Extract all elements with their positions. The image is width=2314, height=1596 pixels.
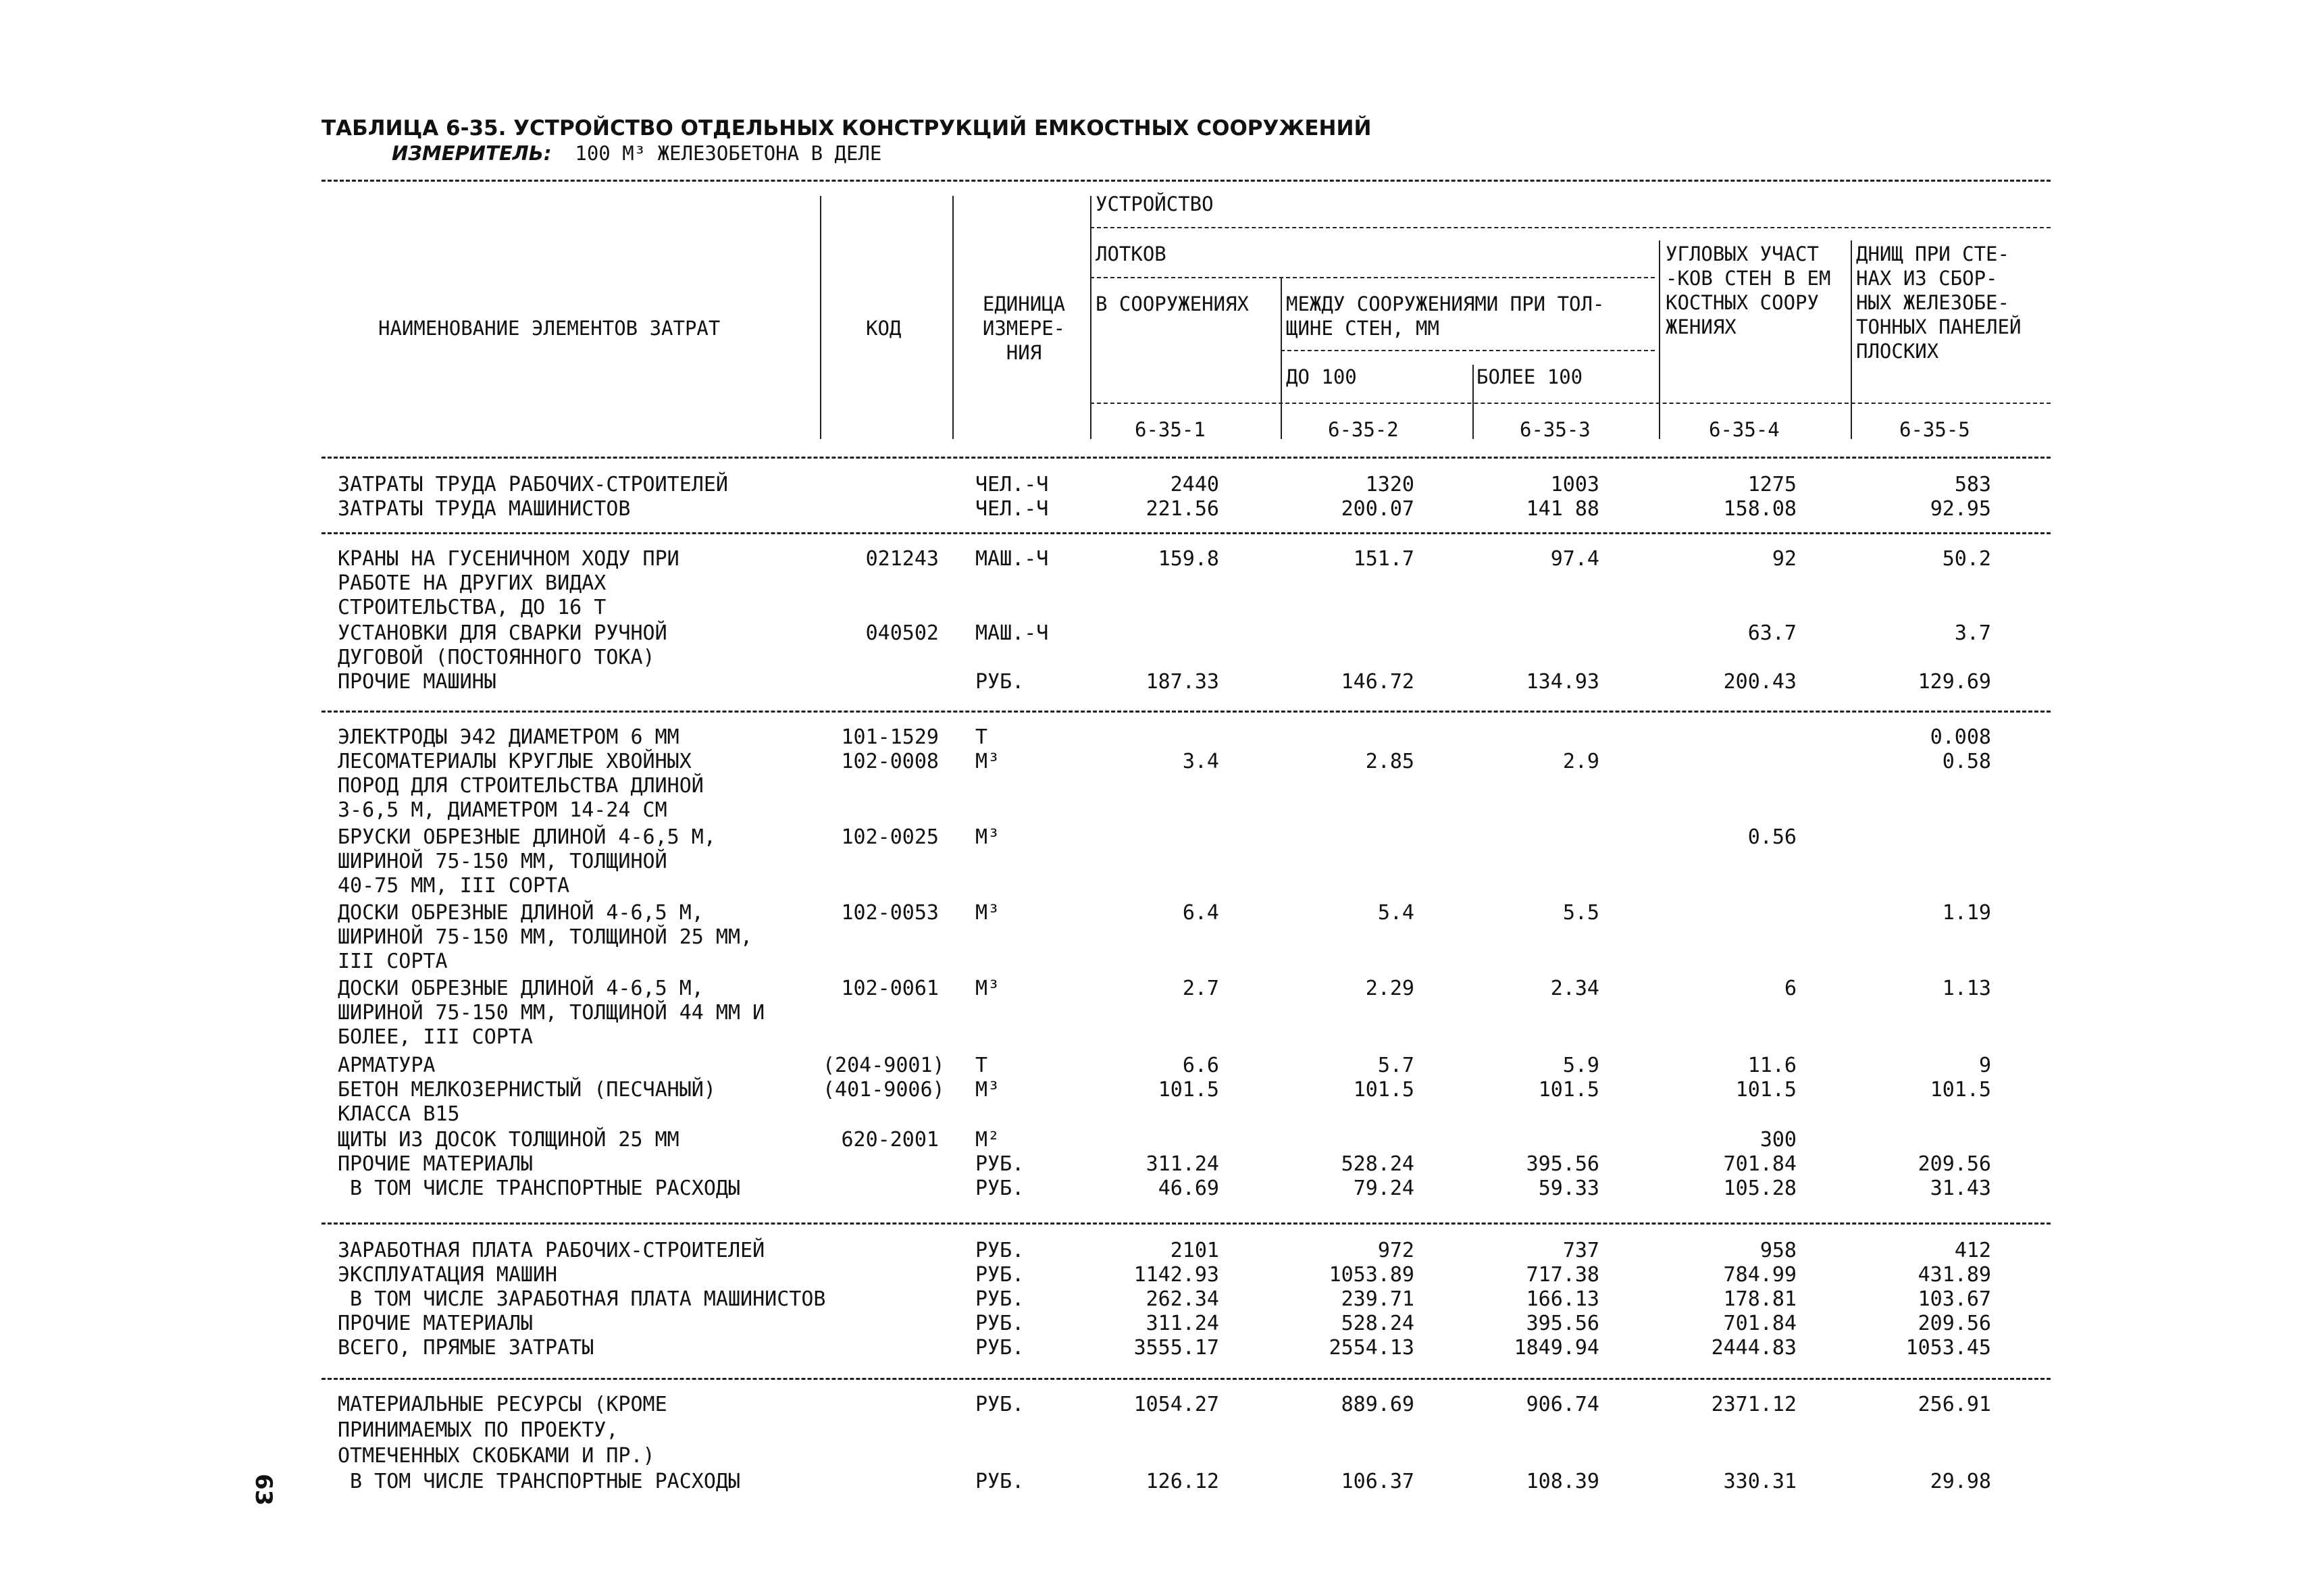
row-value-2: 528.24	[1341, 1312, 1414, 1335]
row-value-5: 431.89	[1918, 1263, 1991, 1287]
row-name: ПРОЧИЕ МАТЕРИАЛЫ	[338, 1152, 533, 1176]
row-value-3: 395.56	[1526, 1152, 1599, 1176]
row-value-5: 129.69	[1918, 670, 1991, 694]
row-value-5: 29.98	[1930, 1470, 1991, 1493]
row-value-3: 395.56	[1526, 1312, 1599, 1335]
rule	[322, 180, 2051, 182]
row-unit: М³	[975, 977, 1000, 1000]
row-code: 040502	[865, 621, 939, 645]
row-value-3: 717.38	[1526, 1263, 1599, 1287]
row-value-1: 159.8	[1158, 547, 1219, 571]
row-name: В ТОМ ЧИСЛЕ ТРАНСПОРТНЫЕ РАСХОДЫ	[338, 1177, 741, 1200]
rule	[1090, 227, 2051, 228]
row-value-1: 187.33	[1146, 670, 1219, 694]
row-value-5: 101.5	[1930, 1078, 1991, 1102]
header-upto100: ДО 100	[1286, 365, 1357, 388]
rule	[1090, 403, 2051, 404]
table-title: ТАБЛИЦА 6-35. УСТРОЙСТВО ОТДЕЛЬНЫХ КОНСТРУКЦИЙ ЕМКОСТНЫХ СООРУЖЕНИЙ	[322, 116, 1372, 140]
row-code: 101-1529	[841, 725, 939, 749]
header-bottom: ДНИЩ ПРИ СТЕ- НАХ ИЗ СБОР- НЫХ ЖЕЛЕЗОБЕ- ТОННЫХ ПАНЕЛЕЙ ПЛОСКИХ	[1856, 242, 2022, 363]
row-value-2: 200.07	[1341, 497, 1414, 521]
header-between: МЕЖДУ СООРУЖЕНИЯМИ ПРИ ТОЛ- ЩИНЕ СТЕН, ММ	[1286, 292, 1605, 340]
row-value-3: 108.39	[1526, 1470, 1599, 1493]
row-name: ДОСКИ ОБРЕЗНЫЕ ДЛИНОЙ 4-6,5 М,	[338, 977, 704, 1000]
row-value-1: 221.56	[1146, 497, 1219, 521]
row-unit: РУБ.	[975, 1287, 1025, 1311]
row-unit: РУБ.	[975, 1152, 1025, 1176]
row-value-5: 209.56	[1918, 1312, 1991, 1335]
row-value-5: 0.58	[1942, 750, 1991, 773]
row-code: (401-9006)	[823, 1078, 945, 1102]
row-name: ШИРИНОЙ 75-150 ММ, ТОЛЩИНОЙ	[338, 850, 667, 873]
row-value-3: 2.9	[1562, 750, 1599, 773]
row-name: ВСЕГО, ПРЯМЫЕ ЗАТРАТЫ	[338, 1336, 594, 1360]
row-name: ЗАТРАТЫ ТРУДА РАБОЧИХ-СТРОИТЕЛЕЙ	[338, 473, 728, 496]
row-unit: М³	[975, 901, 1000, 925]
row-value-5: 256.91	[1918, 1393, 1991, 1416]
header-unit: ЕДИНИЦА ИЗМЕРЕ- НИЯ	[982, 292, 1066, 364]
row-name: ШИРИНОЙ 75-150 ММ, ТОЛЩИНОЙ 44 ММ И	[338, 1001, 765, 1025]
row-value-2: 106.37	[1341, 1470, 1414, 1493]
row-unit: МАШ.-Ч	[975, 621, 1049, 645]
header-over100: БОЛЕЕ 100	[1476, 365, 1583, 388]
row-name: ПОРОД ДЛЯ СТРОИТЕЛЬСТВА ДЛИНОЙ	[338, 774, 704, 798]
row-value-2: 528.24	[1341, 1152, 1414, 1176]
header-corner: УГЛОВЫХ УЧАСТ -КОВ СТЕН В ЕМ КОСТНЫХ СООРУ ЖЕНИЯХ	[1666, 242, 1831, 338]
row-value-2: 239.71	[1341, 1287, 1414, 1311]
row-value-1: 311.24	[1146, 1152, 1219, 1176]
row-value-4: 2371.12	[1711, 1393, 1797, 1416]
row-name: ПРИНИМАЕМЫХ ПО ПРОЕКТУ,	[338, 1418, 619, 1442]
row-value-3: 5.9	[1562, 1054, 1599, 1077]
row-value-1: 6.6	[1182, 1054, 1219, 1077]
row-value-2: 1053.89	[1329, 1263, 1414, 1287]
row-name: ЭКСПЛУАТАЦИЯ МАШИН	[338, 1263, 558, 1287]
row-value-4: 701.84	[1723, 1312, 1797, 1335]
row-unit: М³	[975, 1078, 1000, 1102]
row-value-4: 0.56	[1747, 825, 1797, 849]
row-unit: Т	[975, 725, 988, 749]
row-unit: М³	[975, 825, 1000, 849]
row-value-4: 2444.83	[1711, 1336, 1797, 1360]
row-value-3: 166.13	[1526, 1287, 1599, 1311]
row-value-5: 209.56	[1918, 1152, 1991, 1176]
row-value-2: 1320	[1365, 473, 1414, 496]
row-value-4: 11.6	[1747, 1054, 1797, 1077]
row-value-2: 5.7	[1377, 1054, 1414, 1077]
row-name: ЩИТЫ ИЗ ДОСОК ТОЛЩИНОЙ 25 ММ	[338, 1128, 679, 1152]
row-value-5: 1.19	[1942, 901, 1991, 925]
col-code-5: 6-35-5	[1899, 418, 1970, 441]
rule	[322, 1222, 2051, 1225]
row-value-3: 1849.94	[1514, 1336, 1599, 1360]
row-value-1: 3.4	[1182, 750, 1219, 773]
row-name: III СОРТА	[338, 950, 448, 973]
row-name: КЛАССА В15	[338, 1102, 460, 1126]
row-name: ЗАРАБОТНАЯ ПЛАТА РАБОЧИХ-СТРОИТЕЛЕЙ	[338, 1239, 765, 1262]
row-value-3: 2.34	[1550, 977, 1599, 1000]
row-value-4: 300	[1759, 1128, 1797, 1152]
row-code: 102-0061	[841, 977, 939, 1000]
meter-value: 100 М³ ЖЕЛЕЗОБЕТОНА В ДЕЛЕ	[575, 142, 882, 165]
row-value-4: 958	[1759, 1239, 1797, 1262]
row-value-5: 3.7	[1954, 621, 1991, 645]
row-value-4: 1275	[1747, 473, 1797, 496]
row-name: ЭЛЕКТРОДЫ Э42 ДИАМЕТРОМ 6 ММ	[338, 725, 679, 749]
meter-label: ИЗМЕРИТЕЛЬ:	[392, 142, 552, 165]
row-name: АРМАТУРА	[338, 1054, 436, 1077]
row-name: РАБОТЕ НА ДРУГИХ ВИДАХ	[338, 571, 607, 595]
row-value-3: 59.33	[1538, 1177, 1599, 1200]
row-name: ЛЕСОМАТЕРИАЛЫ КРУГЛЫЕ ХВОЙНЫХ	[338, 750, 692, 773]
row-name: ШИРИНОЙ 75-150 ММ, ТОЛЩИНОЙ 25 ММ,	[338, 925, 753, 949]
row-value-3: 737	[1562, 1239, 1599, 1262]
rule	[322, 1378, 2051, 1380]
row-value-2: 889.69	[1341, 1393, 1414, 1416]
row-value-3: 906.74	[1526, 1393, 1599, 1416]
row-unit: РУБ.	[975, 1393, 1025, 1416]
row-value-5: 103.67	[1918, 1287, 1991, 1311]
col-divider	[1281, 277, 1282, 439]
row-value-1: 46.69	[1158, 1177, 1219, 1200]
row-name: В ТОМ ЧИСЛЕ ТРАНСПОРТНЫЕ РАСХОДЫ	[338, 1470, 741, 1493]
row-value-3: 101.5	[1538, 1078, 1599, 1102]
meter-line	[392, 142, 881, 165]
row-unit: РУБ.	[975, 1263, 1025, 1287]
row-name: УСТАНОВКИ ДЛЯ СВАРКИ РУЧНОЙ	[338, 621, 667, 645]
row-value-4: 330.31	[1723, 1470, 1797, 1493]
row-value-3: 1003	[1550, 473, 1599, 496]
row-unit: Т	[975, 1054, 988, 1077]
row-code: 102-0053	[841, 901, 939, 925]
col-divider	[1090, 196, 1091, 439]
row-unit: РУБ.	[975, 1177, 1025, 1200]
row-value-1: 311.24	[1146, 1312, 1219, 1335]
row-value-1: 3555.17	[1133, 1336, 1219, 1360]
row-code: 620-2001	[841, 1128, 939, 1152]
row-value-2: 2554.13	[1329, 1336, 1414, 1360]
row-code: 102-0025	[841, 825, 939, 849]
row-value-1: 1142.93	[1133, 1263, 1219, 1287]
row-name: БРУСКИ ОБРЕЗНЫЕ ДЛИНОЙ 4-6,5 М,	[338, 825, 716, 849]
row-value-4: 105.28	[1723, 1177, 1797, 1200]
row-value-5: 92.95	[1930, 497, 1991, 521]
col-code-4: 6-35-4	[1709, 418, 1780, 441]
row-value-2: 146.72	[1341, 670, 1414, 694]
row-value-3: 97.4	[1550, 547, 1599, 571]
row-value-2: 2.29	[1365, 977, 1414, 1000]
row-name: БОЛЕЕ, III СОРТА	[338, 1025, 533, 1049]
row-value-5: 412	[1954, 1239, 1991, 1262]
row-value-2: 2.85	[1365, 750, 1414, 773]
col-divider	[952, 196, 954, 439]
row-value-1: 1054.27	[1133, 1393, 1219, 1416]
row-unit: РУБ.	[975, 1336, 1025, 1360]
row-value-2: 972	[1377, 1239, 1414, 1262]
header-group: УСТРОЙСТВО	[1096, 192, 1214, 215]
row-value-1: 126.12	[1146, 1470, 1219, 1493]
row-code: 102-0008	[841, 750, 939, 773]
row-name: МАТЕРИАЛЬНЫЕ РЕСУРСЫ (КРОМЕ	[338, 1393, 667, 1416]
row-unit: ЧЕЛ.-Ч	[975, 473, 1049, 496]
row-value-1: 101.5	[1158, 1078, 1219, 1102]
rule	[1281, 350, 1655, 351]
header-name: НАИМЕНОВАНИЕ ЭЛЕМЕНТОВ ЗАТРАТ	[378, 317, 721, 340]
row-value-4: 6	[1784, 977, 1797, 1000]
row-value-3: 141 88	[1526, 497, 1599, 521]
col-code-2: 6-35-2	[1328, 418, 1399, 441]
row-value-5: 583	[1954, 473, 1991, 496]
row-unit: МАШ.-Ч	[975, 547, 1049, 571]
row-name: ДОСКИ ОБРЕЗНЫЕ ДЛИНОЙ 4-6,5 М,	[338, 901, 704, 925]
row-value-5: 9	[1978, 1054, 1991, 1077]
row-name: ПРОЧИЕ МАТЕРИАЛЫ	[338, 1312, 533, 1335]
row-name: СТРОИТЕЛЬСТВА, ДО 16 Т	[338, 596, 607, 619]
row-value-1: 6.4	[1182, 901, 1219, 925]
row-value-1: 2440	[1170, 473, 1219, 496]
row-value-4: 200.43	[1723, 670, 1797, 694]
col-code-1: 6-35-1	[1135, 418, 1206, 441]
rule	[322, 457, 2051, 459]
header-in-struct: В СООРУЖЕНИЯХ	[1096, 292, 1249, 315]
row-name: ДУГОВОЙ (ПОСТОЯННОГО ТОКА)	[338, 646, 655, 669]
row-unit: РУБ.	[975, 670, 1025, 694]
row-value-5: 31.43	[1930, 1177, 1991, 1200]
row-unit: РУБ.	[975, 1312, 1025, 1335]
row-value-5: 1053.45	[1905, 1336, 1991, 1360]
row-name: ЗАТРАТЫ ТРУДА МАШИНИСТОВ	[338, 497, 631, 521]
row-name: В ТОМ ЧИСЛЕ ЗАРАБОТНАЯ ПЛАТА МАШИНИСТОВ	[338, 1287, 826, 1311]
col-divider	[1659, 240, 1660, 439]
rule	[1090, 277, 1655, 278]
row-unit: ЧЕЛ.-Ч	[975, 497, 1049, 521]
row-value-4: 92	[1772, 547, 1797, 571]
row-value-5: 1.13	[1942, 977, 1991, 1000]
row-value-4: 701.84	[1723, 1152, 1797, 1176]
row-unit: М³	[975, 750, 1000, 773]
row-name: КРАНЫ НА ГУСЕНИЧНОМ ХОДУ ПРИ	[338, 547, 679, 571]
row-value-4: 178.81	[1723, 1287, 1797, 1311]
row-value-2: 101.5	[1353, 1078, 1414, 1102]
row-unit: М²	[975, 1128, 1000, 1152]
row-unit: РУБ.	[975, 1470, 1025, 1493]
header-code: КОД	[866, 317, 902, 340]
row-name: 40-75 ММ, III СОРТА	[338, 874, 570, 898]
row-value-1: 2101	[1170, 1239, 1219, 1262]
row-value-3: 134.93	[1526, 670, 1599, 694]
row-value-1: 2.7	[1182, 977, 1219, 1000]
row-value-2: 151.7	[1353, 547, 1414, 571]
row-value-1: 262.34	[1146, 1287, 1219, 1311]
row-name: ПРОЧИЕ МАШИНЫ	[338, 670, 496, 694]
rule	[322, 711, 2051, 713]
col-code-3: 6-35-3	[1520, 418, 1591, 441]
row-code: (204-9001)	[823, 1054, 945, 1077]
row-value-5: 0.008	[1930, 725, 1991, 749]
row-value-4: 63.7	[1747, 621, 1797, 645]
row-value-2: 5.4	[1377, 901, 1414, 925]
row-value-2: 79.24	[1353, 1177, 1414, 1200]
page-number: 63	[250, 1474, 277, 1506]
row-value-4: 784.99	[1723, 1263, 1797, 1287]
col-divider	[820, 196, 821, 439]
col-divider	[1851, 240, 1852, 439]
row-name: БЕТОН МЕЛКОЗЕРНИСТЫЙ (ПЕСЧАНЫЙ)	[338, 1078, 716, 1102]
row-value-4: 101.5	[1735, 1078, 1797, 1102]
rule	[322, 532, 2051, 534]
row-value-4: 158.08	[1723, 497, 1797, 521]
header-lotkov: ЛОТКОВ	[1096, 242, 1166, 265]
col-divider	[1472, 365, 1474, 439]
row-code: 021243	[865, 547, 939, 571]
row-name: ОТМЕЧЕННЫХ СКОБКАМИ И ПР.)	[338, 1444, 655, 1468]
row-unit: РУБ.	[975, 1239, 1025, 1262]
row-name: 3-6,5 М, ДИАМЕТРОМ 14-24 СМ	[338, 798, 667, 822]
row-value-5: 50.2	[1942, 547, 1991, 571]
row-value-3: 5.5	[1562, 901, 1599, 925]
